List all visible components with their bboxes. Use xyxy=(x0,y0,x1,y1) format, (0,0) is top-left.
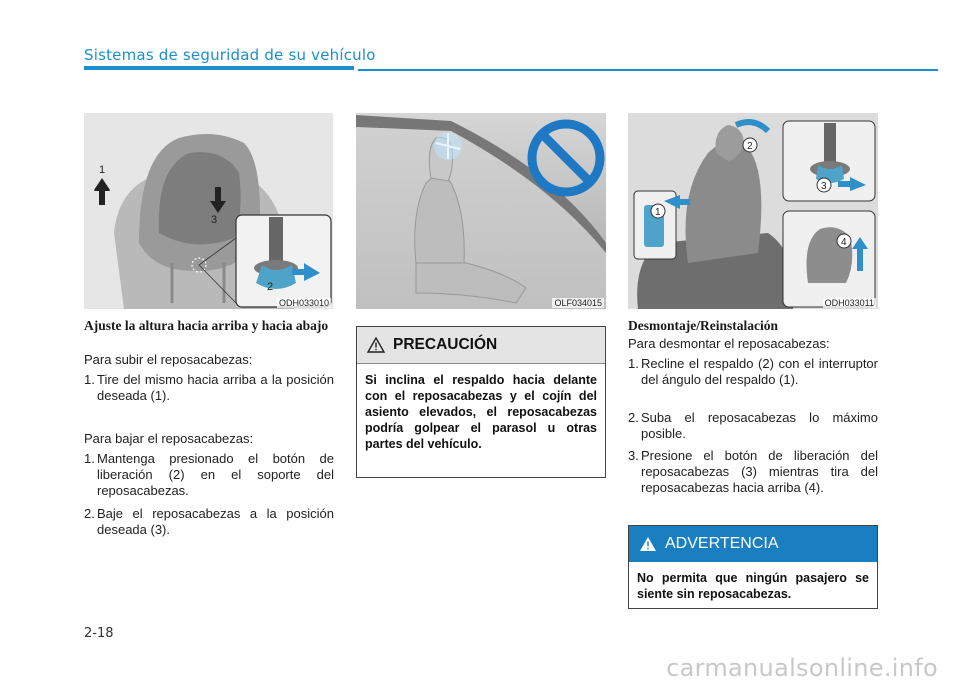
list-item xyxy=(628,448,878,496)
seat-tilt-illustration xyxy=(356,113,606,309)
warning-label: ADVERTENCIA xyxy=(665,535,779,552)
step-number: 1. xyxy=(628,356,639,371)
caution-text: Si inclina el respaldo hacia delante con el reposacabezas y el cojín del asiento elevados, el reposacabezas podría golpear el parasol u otras partes del vehículo. xyxy=(365,373,597,451)
list-item xyxy=(84,506,334,538)
figure-code: OLF034015 xyxy=(554,298,602,308)
step-number: 1. xyxy=(84,372,95,387)
callout-3: 3 xyxy=(821,181,827,192)
heading-removal: Desmontaje/Reinstalación xyxy=(628,318,778,333)
intro-removal: Para desmontar el reposacabezas: xyxy=(628,336,830,351)
list-item xyxy=(628,410,878,442)
step-text: Presione el botón de liberación del reposacabezas (3) mientras tira del reposacabezas hacia arriba (4). xyxy=(641,448,878,495)
figure-headrest-height xyxy=(84,113,333,309)
section-title-bar xyxy=(84,66,354,70)
figure-seat-prohibited xyxy=(356,113,606,309)
warning-triangle-icon xyxy=(639,536,657,552)
step-number: 3. xyxy=(628,448,639,463)
caution-header xyxy=(357,327,605,364)
headrest-removal-illustration xyxy=(628,113,878,309)
step-text: Suba el reposacabezas lo máximo posible. xyxy=(641,410,878,441)
list-item xyxy=(84,372,334,404)
section-divider xyxy=(358,69,938,71)
step-text: Mantenga presionado el botón de liberación (2) en el soporte del reposacabezas. xyxy=(97,451,334,498)
step-number: 2. xyxy=(84,506,95,521)
warning-box xyxy=(628,525,878,609)
step-number: 1. xyxy=(84,451,95,466)
step-text: Baje el reposacabezas a la posición deseada (3). xyxy=(97,506,334,537)
list-item xyxy=(84,451,334,499)
step-text: Tire del mismo hacia arriba a la posición deseada (1). xyxy=(97,372,334,403)
callout-2: 2 xyxy=(267,281,274,293)
intro-up: Para subir el reposacabezas: xyxy=(84,352,253,367)
figure-code: ODH033011 xyxy=(824,298,874,308)
figure-headrest-removal xyxy=(628,113,878,309)
headrest-height-illustration xyxy=(84,113,333,309)
step-number: 2. xyxy=(628,410,639,425)
caution-label: PRECAUCIÓN xyxy=(393,336,498,353)
page-number: 2-18 xyxy=(84,626,114,641)
callout-2: 2 xyxy=(747,141,753,152)
section-title: Sistemas de seguridad de su vehículo xyxy=(84,46,376,64)
callout-4: 4 xyxy=(841,237,847,248)
footer-watermark: carmanualsonline.info xyxy=(666,654,938,682)
step-text: Recline el respaldo (2) con el interruptor del ángulo del respaldo (1). xyxy=(641,356,878,387)
heading-height-adjust: Ajuste la altura hacia arriba y hacia abajo xyxy=(84,318,329,333)
warning-text: No permita que ningún pasajero se siente sin reposacabezas. xyxy=(637,571,869,601)
callout-3: 3 xyxy=(211,214,218,226)
callout-1: 1 xyxy=(99,164,106,176)
callout-1: 1 xyxy=(655,207,661,218)
list-item xyxy=(628,356,878,388)
warning-header xyxy=(629,526,877,562)
intro-down: Para bajar el reposacabezas: xyxy=(84,431,254,446)
warning-triangle-icon xyxy=(367,337,385,353)
caution-box xyxy=(356,326,606,478)
figure-code: ODH033010 xyxy=(278,298,329,308)
